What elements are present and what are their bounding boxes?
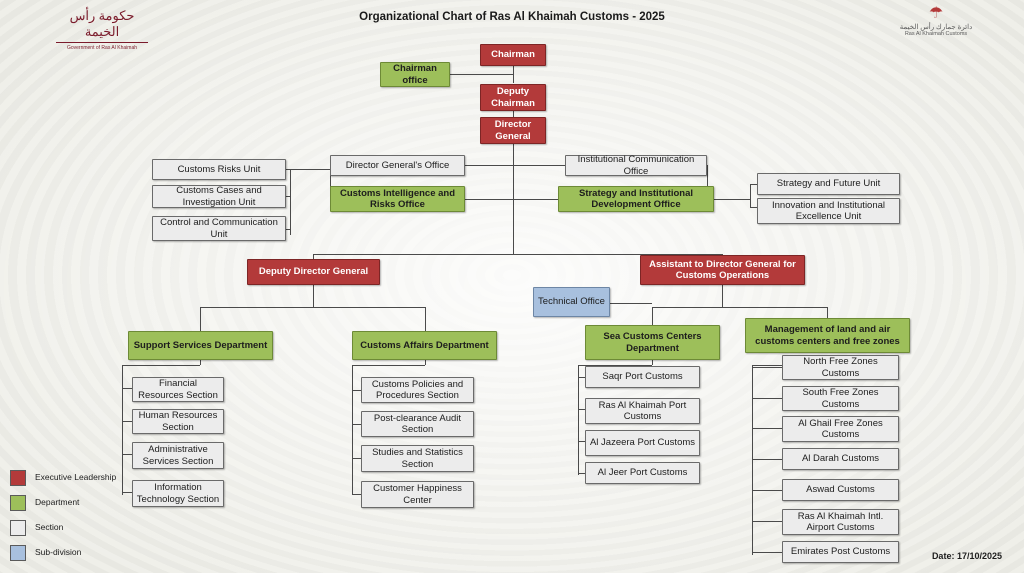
node-emirates-post-customs[interactable]: Emirates Post Customs (782, 541, 899, 563)
node-institutional-communication-office[interactable]: Institutional Communication Office (565, 155, 707, 176)
node-al-jeer-port-customs[interactable]: Al Jeer Port Customs (585, 462, 700, 484)
node-deputy-director-general[interactable]: Deputy Director General (247, 259, 380, 285)
legend-swatch-executive (10, 470, 26, 486)
node-studies-statistics-section[interactable]: Studies and Statistics Section (361, 445, 474, 472)
logo-divider (56, 42, 148, 43)
connector (313, 285, 314, 307)
legend (10, 470, 160, 570)
node-aswad-customs[interactable]: Aswad Customs (782, 479, 899, 501)
legend-swatch-section (10, 520, 26, 536)
connector (752, 365, 753, 555)
node-strategy-future-unit[interactable]: Strategy and Future Unit (757, 173, 900, 195)
government-logo-english: Government of Ras Al Khaimah (66, 45, 138, 51)
connector (752, 428, 782, 429)
node-customer-happiness-center[interactable]: Customer Happiness Center (361, 481, 474, 508)
node-saqr-port-customs[interactable]: Saqr Port Customs (585, 366, 700, 388)
node-customs-intelligence-risks-office[interactable]: Customs Intelligence and Risks Office (330, 186, 465, 212)
node-post-clearance-audit-section[interactable]: Post-clearance Audit Section (361, 411, 474, 437)
connector (752, 552, 782, 553)
legend-item-section (10, 520, 160, 536)
node-ras-al-khaimah-port-customs[interactable]: Ras Al Khaimah Port Customs (585, 398, 700, 424)
node-director-general[interactable]: Director General (480, 117, 546, 144)
node-assistant-director-general-customs-operations[interactable]: Assistant to Director General for Customs Operations (640, 255, 805, 285)
connector (752, 459, 782, 460)
government-logo-arabic: حكومة رأس الخيمة (69, 8, 135, 39)
connector (752, 521, 782, 522)
node-innovation-institutional-excellence-unit[interactable]: Innovation and Institutional Excellence Unit (757, 198, 900, 224)
legend-swatch-sub-division (10, 545, 26, 561)
connector (610, 303, 652, 304)
legend-item-executive-leadership (10, 470, 160, 486)
node-director-general-office[interactable]: Director General's Office (330, 155, 465, 176)
legend-swatch-department (10, 495, 26, 511)
node-south-free-zones-customs[interactable]: South Free Zones Customs (782, 386, 899, 411)
node-al-jazeera-port-customs[interactable]: Al Jazeera Port Customs (585, 430, 700, 456)
legend-item-department (10, 495, 160, 511)
node-customs-policies-procedures-section[interactable]: Customs Policies and Procedures Section (361, 377, 474, 403)
connector (200, 307, 201, 331)
node-ras-al-khaimah-airport-customs[interactable]: Ras Al Khaimah Intl. Airport Customs (782, 509, 899, 535)
node-sea-customs-centers-department[interactable]: Sea Customs Centers Department (585, 325, 720, 360)
connector (425, 307, 426, 331)
node-customs-affairs-department[interactable]: Customs Affairs Department (352, 331, 497, 360)
node-chairman[interactable]: Chairman (480, 44, 546, 66)
connector (752, 490, 782, 491)
connector (285, 169, 330, 170)
connector (425, 360, 426, 365)
legend-label-executive: Executive Leadership (35, 472, 117, 483)
legend-label-section: Section (35, 522, 64, 533)
connector (122, 365, 200, 366)
node-strategy-institutional-development-office[interactable]: Strategy and Institutional Development Office (558, 186, 714, 212)
flag-emblem-icon: ☂ (928, 5, 944, 22)
connector (722, 285, 723, 307)
node-support-services-department[interactable]: Support Services Department (128, 331, 273, 360)
connector (714, 199, 750, 200)
node-customs-risks-unit[interactable]: Customs Risks Unit (152, 159, 286, 180)
node-information-technology-section[interactable]: Information Technology Section (132, 480, 224, 507)
node-financial-resources-section[interactable]: Financial Resources Section (132, 377, 224, 402)
connector (352, 365, 425, 366)
connector (750, 184, 751, 207)
legend-label-sub-division: Sub-division (35, 547, 82, 558)
page-title: Organizational Chart of Ras Al Khaimah Customs - 2025 (359, 11, 665, 23)
connector (200, 307, 425, 308)
chart-date: Date: 17/10/2025 (931, 551, 1002, 561)
legend-label-department: Department (35, 497, 80, 508)
customs-logo (876, 6, 996, 37)
node-technical-office[interactable]: Technical Office (533, 287, 610, 317)
node-administrative-services-section[interactable]: Administrative Services Section (132, 442, 224, 469)
connector (290, 169, 291, 235)
node-control-communication-unit[interactable]: Control and Communication Unit (152, 216, 286, 241)
node-deputy-chairman[interactable]: Deputy Chairman (480, 84, 546, 111)
node-chairman-office[interactable]: Chairman office (380, 62, 450, 87)
connector (752, 367, 782, 368)
node-north-free-zones-customs[interactable]: North Free Zones Customs (782, 355, 899, 380)
connector (200, 360, 201, 365)
connector (352, 365, 353, 495)
node-al-ghail-free-zones-customs[interactable]: Al Ghail Free Zones Customs (782, 416, 899, 442)
legend-item-sub-division (10, 545, 160, 561)
node-human-resources-section[interactable]: Human Resources Section (132, 409, 224, 434)
connector (752, 398, 782, 399)
connector (578, 365, 579, 475)
node-land-air-customs-free-zones-department[interactable]: Management of land and air customs centers and free zones (745, 318, 910, 353)
connector (652, 307, 827, 308)
node-customs-cases-investigation-unit[interactable]: Customs Cases and Investigation Unit (152, 185, 286, 208)
connector (450, 74, 513, 75)
customs-logo-english: Ras Al Khaimah Customs (904, 31, 968, 37)
customs-logo-arabic: دائرة جمارك رأس الخيمة (899, 24, 973, 31)
connector (652, 360, 653, 365)
node-al-darah-customs[interactable]: Al Darah Customs (782, 448, 899, 470)
